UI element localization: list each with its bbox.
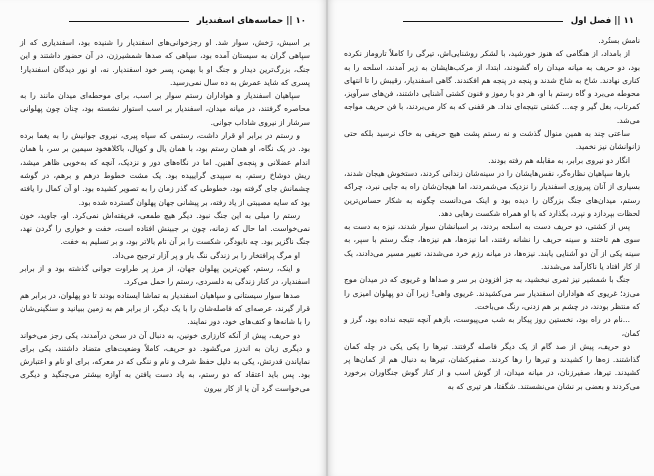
left-page	[0, 0, 326, 476]
paragraph: ...نام در راه بود، نخستین روز پیکار به شب می‌پیوست، بازهم آنچه نتیجه نداده بود، گرز و کمان،	[344, 315, 640, 338]
paragraph: او مرگ پرافتخار را بر زندگی ننگ بار و پر آزار ترجیح می‌داد.	[112, 250, 300, 260]
header-separator: ||	[286, 16, 293, 26]
header-rule	[403, 21, 563, 22]
header-separator: ||	[614, 16, 621, 26]
paragraph: از بامداد، از هنگامی که هنوز خورشید، با لشکر روشنایی‌اش، تیرگی را کاملاً تاروماز نکرده بود، دو حریف به میانه میدان راه گشودند، ابتدا، از مرکب‌هایشان به زیر آمدند، اسلحه را به کناری نهادند. شاخ به شاخ شدند و پنجه در پنجه هم افکندند. گاهی اسفندیار، رقیبش را تا انتهای محوطه می‌برد و گاه رستم با او، هر دو با رموز و فنون کشتی آشنایی داشتند، فن‌های سرآویز، کمرتاب، بغل گیر و چه... کشتی نتیجه‌ای نداد. هر قفنی که به کار می‌بردند، با فن حریف مواجه می‌شد.	[344, 49, 640, 125]
left-page-body	[20, 36, 310, 395]
right-page-body	[344, 34, 640, 393]
right-page	[328, 0, 654, 476]
paragraph: انگار دو نیروی برابر، به مقابله هم رفته بودند.	[488, 155, 630, 165]
running-title: حماسه‌های اسفندیار	[196, 16, 284, 26]
paragraph: ساعتی چند به همین منوال گذشت و نه رستم پشت هیچ حریفی به خاک نرسید بلکه حتی زانوانشان نیز نخمید.	[344, 129, 640, 152]
paragraph: بر اسبش، رَخش، سوار شد. او رجزخوانی‌های اسفندیار را شنیده بود، اسفندیاری که از سپاهی گران به سیستان آمده بود، سپاهی که صدها شمشیرزن، در آن حضور داشتند و این جنگ، بزرگ‌ترین دیدار و جنگ او با بهمن، پسر خود اسفندیار. نه، او نور دیدگان اسفندیار! پسری که شاید عمرش به ده سال نمی‌رسید.	[20, 38, 310, 87]
header-rule	[69, 21, 189, 22]
paragraph: و اینک، رستم، کهن‌ترین پهلوان جهان، از مرز پر طراوت جوانی گذشته بود و از برابر اسفندیار، در کنار زندگی به دلسردی، رستم را حمل می‌کرد.	[20, 264, 310, 287]
left-page-header	[20, 14, 306, 28]
paragraph: رستم را میلی به این جنگ نبود. دیگر هیچ طمعی، فریفته‌اش نمی‌کرد. او، جاوید، خون نمی‌خواست. اما حال که زمانه، چون بر جبینش افتاده است، خفت و خواری را گردن نهد، جنگ ناگزیر بود. چه نابودگر، شکست را بر آن نام بالاتر بود، و بر تسلیم به خفت.	[20, 210, 310, 247]
page-number: ۱۰	[295, 16, 306, 26]
page-number: ۱۱	[623, 16, 634, 26]
paragraph: نامش بستُرد.	[598, 36, 640, 45]
paragraph: سپاهیان اسفندیار و هواداران رستم سوار بر اسب، برای موحطه‌ای میدان مانند را به محاصره گرفتند، در میانه میدان، اسفندیار بر اسب استوار نشسته بود، چنان چون پهلوانی سرشار از نیروی شاداب جوانی.	[20, 91, 310, 127]
paragraph: جنگ با شمشیر نیز ثمری نبخشید، به جز افزودن بر سر و صداها و غریوی که در میدان موج می‌زد؛ غریوی که هواداران اسفندیار سر می‌کشیدند. غریوی واهی! زیرا آن دو پهلوان امیزی را که منتظر بودند، در چشم بر هم زدنی، رنگ می‌باخت.	[344, 275, 640, 311]
running-title: فصل اول	[570, 16, 612, 26]
paragraph: پس از کشتی، دو حریف دست به اسلحه بردند، بر اسبانشان سوار شدند، نیزه به دست به سوی هم تاختند و سینه حریف را نشانه رفتند، اما نیزه‌ها، هم نیزه‌ها، جنگ رستم با سپر، به سینه یکی از آن دو آشنایی یابند. نیزه‌ها، در میانه رزم خرد می‌شدند، تغییر مسیر می‌دادند، یک از کار افتاد یا ناکارآمد می‌شدند.	[344, 222, 640, 272]
paragraph: دو حریف، پیش از صد گام از یک دیگر فاصله گرفتند. تیرها را یکی یکی در چله کمان گذاشتند. زه‌ها را کشیدند و تیرها را رها کردند. صفیرکشان، تیرها به دنبال هم از کمان‌ها پر کشیدند. تیرها، صفیرزنان، در میانه میدان، از گوش اسب و از کنار گوش جنگاوران برخورد می‌کردند و بعضی بر نشان می‌نشستند. شگفتا، هر تیری که به	[344, 341, 640, 391]
paragraph: بارها سپاهیان نظاره‌گر، نفس‌هایشان را در سینه‌شان زندانی کردند، دستخوش هیجان شدند، بسیاری از آنان پیروزی اسفندیار را نزدیک می‌شمردند، اما هیجان‌شان راه به جایی نبرد، چراکه رستم، میدان‌های جنگ بزرگان را دیده بود و اینک می‌دانست چگونه به شکار حساس‌ترین لحظات بپردازد و نپرد، بگذارد که با او همراه شکست رهایی دهد.	[344, 168, 640, 218]
paragraph: صدها سوار سیستانی و سپاهیان اسفندیار به تماشا ایستاده بودند تا دو پهلوان، در برابر هم قرار گیرند، عرصه‌ای که فاصله‌شان را با یک دیگر، از برابر هم به زمین ببیانید و سنگینی‌شان را با شانه‌ها و کتف‌های خود، دور نمایند.	[20, 290, 310, 327]
paragraph: دو حریف، پیش از آنکه کارزاری خونین، به دنبال آن در سخن درآمدند، یکی رجز می‌خواند و دیگری زبان به اندرز می‌گشود. دو حریف، کاملاً وضعیت‌های متضاد داشتند، یکی برای نمایاندن قدرتش، یکی به دلیل حفظ شرف و نام و ننگی که در معرکه، برای او نام و اعتبارش بود. پس باید اعتقاد که دو رستم، به یاد دست یافتن به آوازه بیشتر می‌جنگید و دیگری می‌خواست گرد آن یا از کار بیرون	[20, 330, 310, 393]
right-page-header	[344, 14, 634, 28]
paragraph: و رستم در برابر او قرار داشت، رستمی که سپاه پیری، نیروی جوانیش را به یغما برده بود. در یک نگاه، او همان رستم بود، با همان یال و کوپال، باکلاهخود سیمین بر سر، با همان اندام عضلانی و پنجه‌ی آهنین. اما در نگاه‌های دور و نزدیک، آنچه که به‌خوبی ظاهر میشد، ریش دوشاخ رستم، به سپیدی گرایییده بود. یک مشت خطوط درهم و برهم، در گوشه چشمانش جای گرفته بود، خطوطی که گذر زمان را به تصویر کشیده بود. او آن کمال را یافته بود که سایه مصیبتی از یاد رفته، بر پیشانی جهان پهلوان گسترده شده بود.	[20, 131, 310, 207]
